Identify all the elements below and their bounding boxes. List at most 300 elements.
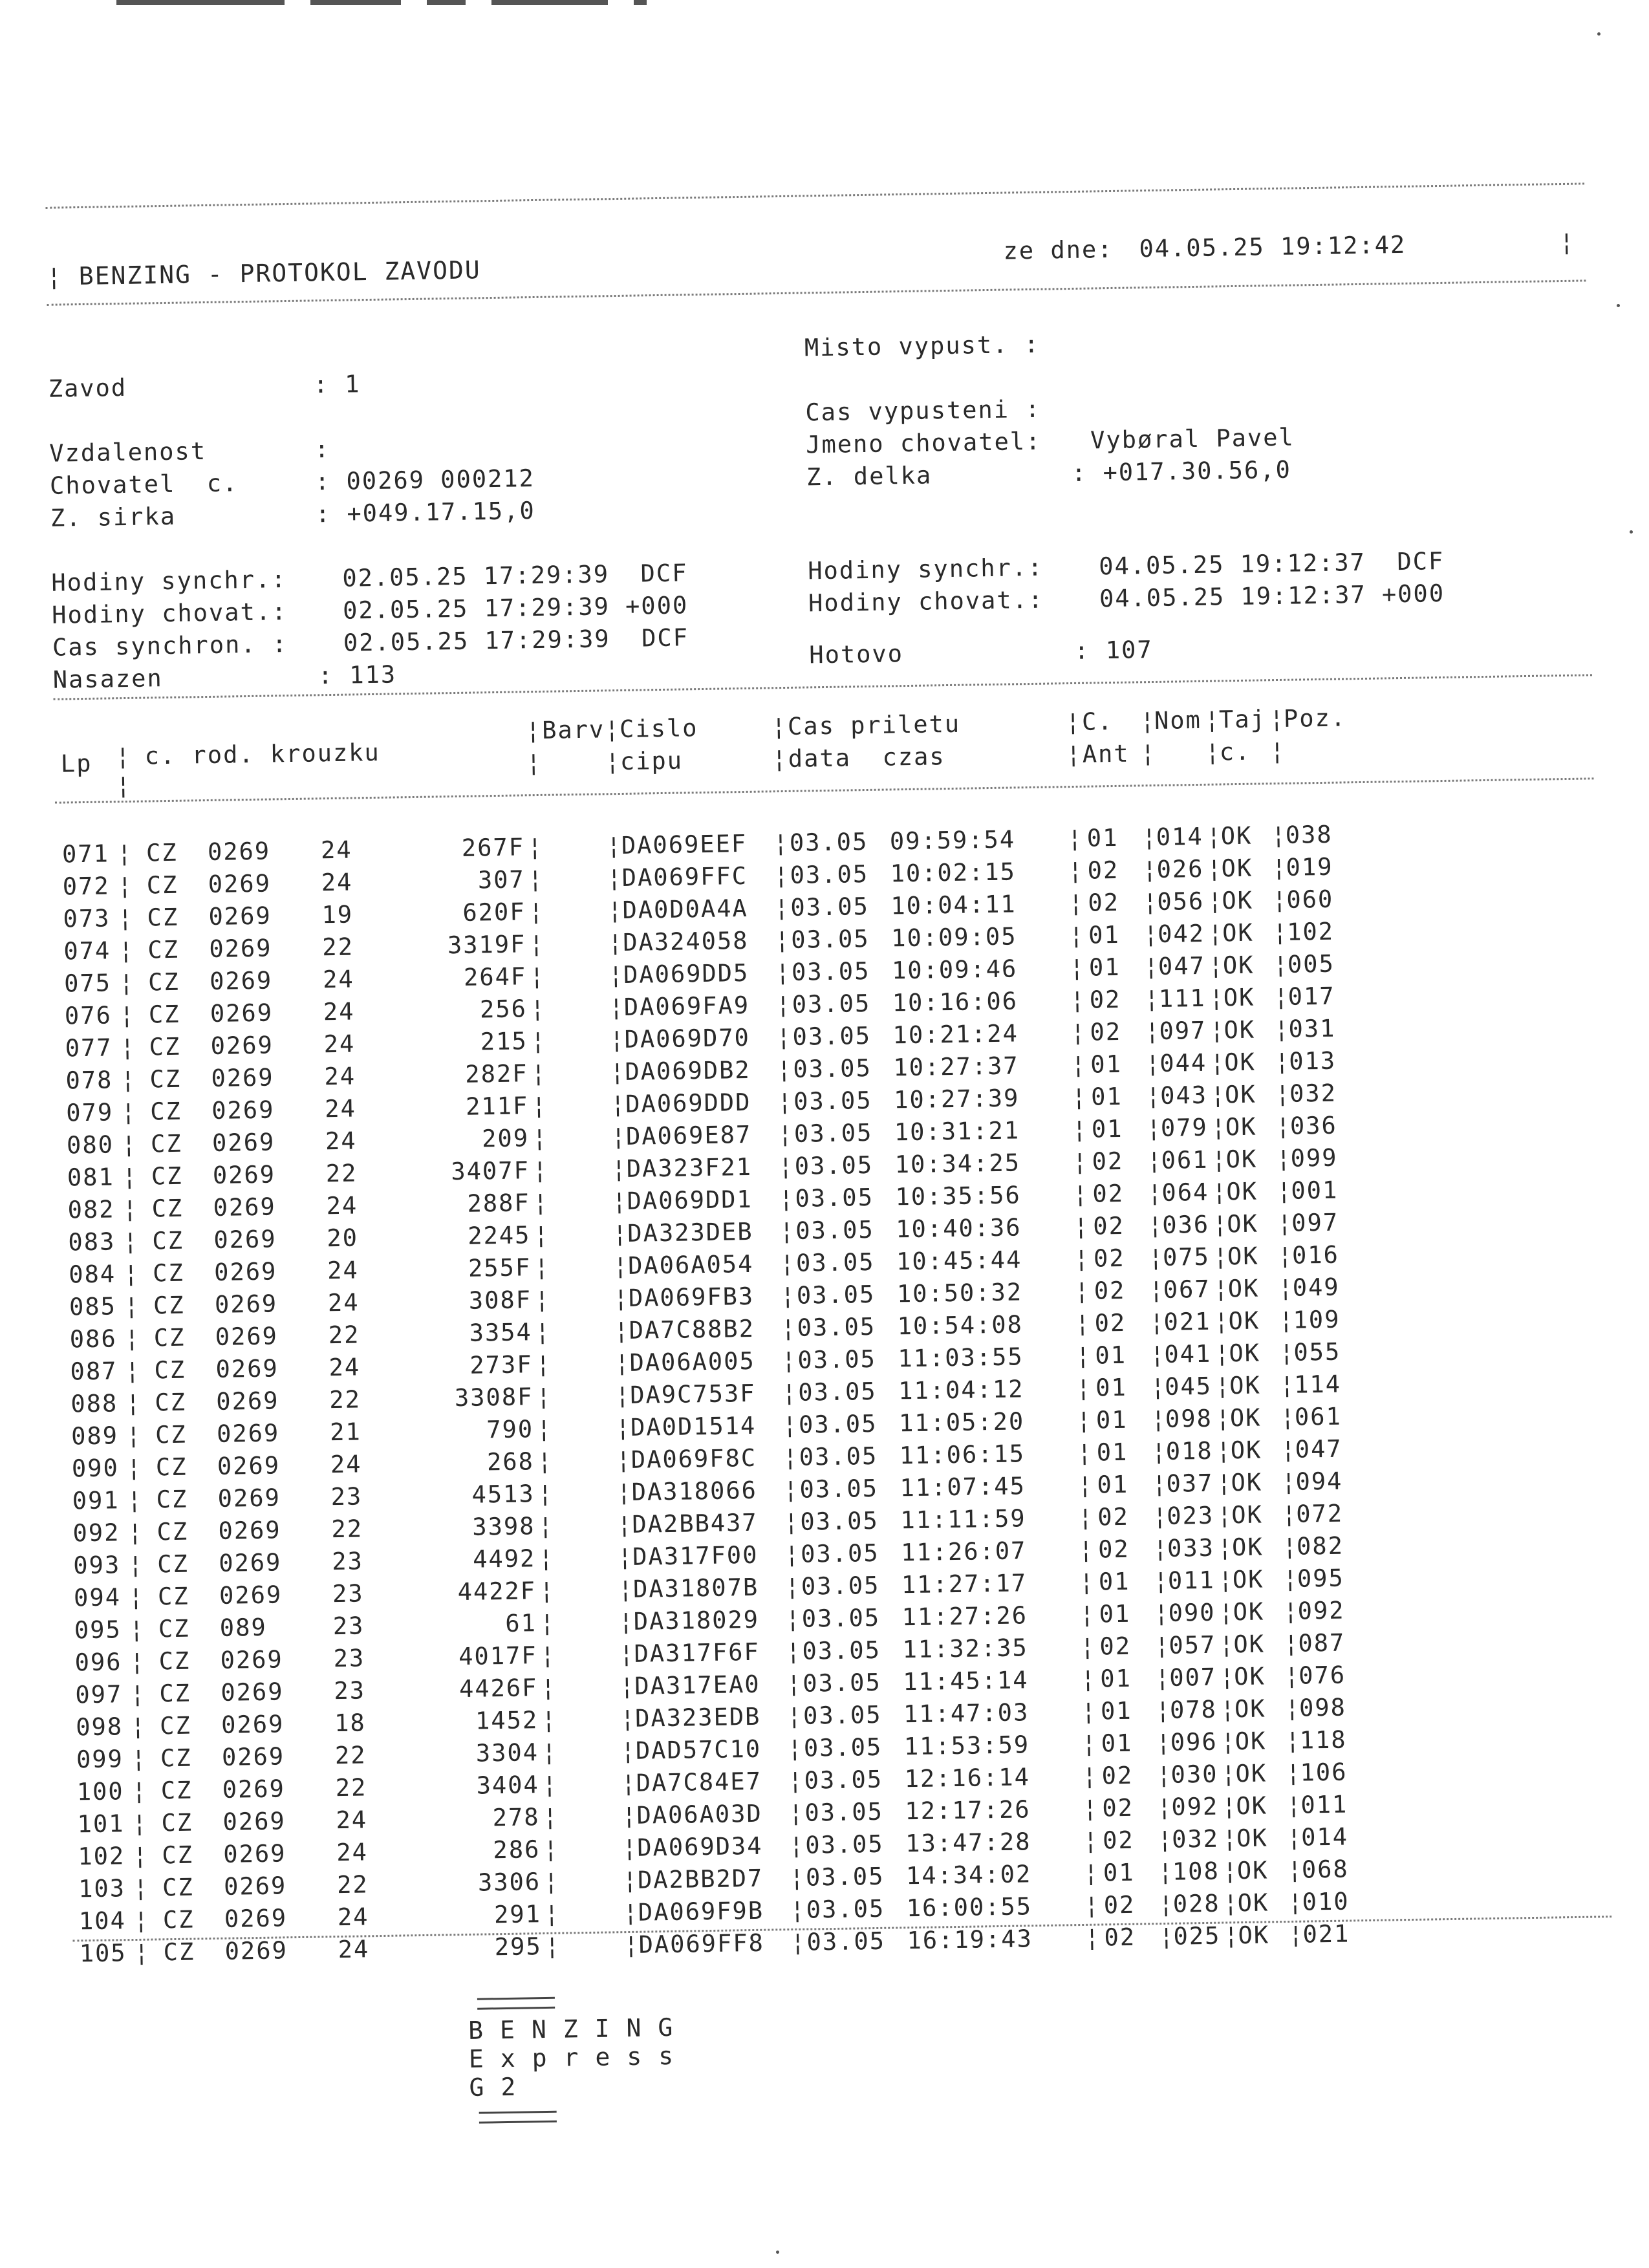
cell-poz: 098 xyxy=(1299,1693,1347,1722)
col-separator: ¦ xyxy=(782,1443,799,1472)
cell-year: 24 xyxy=(330,1450,362,1479)
cell-org: 0269 xyxy=(211,1128,275,1157)
cell-ring: 273F xyxy=(469,1350,533,1379)
col-separator: ¦ xyxy=(1152,1469,1169,1498)
cell-taj: OK xyxy=(1225,1145,1258,1174)
cell-country: CZ xyxy=(146,838,178,867)
col-separator: ¦ xyxy=(539,1608,556,1637)
cell-time: 13:47:28 xyxy=(905,1828,1031,1858)
cell-chip: DA069DD5 xyxy=(623,958,749,989)
col-separator: ¦ xyxy=(133,1906,150,1935)
col-separator: ¦ xyxy=(776,1022,793,1052)
cell-org: 0269 xyxy=(221,1742,285,1771)
cell-year: 23 xyxy=(334,1676,366,1705)
cell-date: 03.05 xyxy=(799,1474,879,1504)
cell-org: 0269 xyxy=(210,1031,274,1060)
cell-lp: 097 xyxy=(75,1680,123,1709)
cell-date: 03.05 xyxy=(795,1183,874,1213)
arrow-right-icon xyxy=(477,1996,554,2009)
report-date-label: ze dne: xyxy=(1003,235,1114,265)
cell-time: 10:02:15 xyxy=(890,858,1017,888)
col-separator: ¦ xyxy=(1146,1114,1163,1143)
cell-chip: DA069DB2 xyxy=(625,1055,751,1086)
cell-ring: 308F xyxy=(468,1286,532,1315)
col-separator: ¦ xyxy=(530,994,546,1023)
col-data-czas-header: data czas xyxy=(788,742,945,773)
col-separator: ¦ xyxy=(115,742,131,771)
cell-ring: 295 xyxy=(494,1932,542,1961)
col-separator: ¦ xyxy=(1221,1760,1238,1788)
cell-date: 03.05 xyxy=(803,1733,883,1762)
cell-date: 03.05 xyxy=(792,1021,872,1051)
cell-country: CZ xyxy=(156,1550,189,1579)
left-sync-value: 02.05.25 17:29:39 DCF xyxy=(342,559,688,592)
col-separator: ¦ xyxy=(543,1867,560,1896)
col-separator: ¦ xyxy=(127,1485,144,1515)
header-end-bar: ¦ xyxy=(1559,228,1576,257)
delka-value: : +017.30.56,0 xyxy=(1071,455,1292,487)
cell-poz: 038 xyxy=(1285,820,1333,849)
col-separator: ¦ xyxy=(1076,1406,1093,1435)
cell-nom: 057 xyxy=(1169,1630,1216,1659)
cell-time: 16:00:55 xyxy=(906,1892,1033,1923)
cell-chip: DA06A03D xyxy=(636,1799,763,1830)
cell-org: 0269 xyxy=(208,869,272,899)
cell-ring: 278 xyxy=(492,1803,540,1832)
cell-time: 11:07:45 xyxy=(900,1472,1026,1502)
col-separator: ¦ xyxy=(534,1253,550,1282)
cell-year: 24 xyxy=(327,1288,360,1317)
col-separator: ¦ xyxy=(1070,1018,1087,1047)
col-separator: ¦ xyxy=(1069,953,1086,982)
col-separator: ¦ xyxy=(119,1000,136,1030)
cell-nom: 098 xyxy=(1165,1404,1213,1433)
cell-date: 03.05 xyxy=(798,1409,878,1439)
col-separator: ¦ xyxy=(616,1478,633,1507)
col-separator: ¦ xyxy=(1072,1115,1088,1144)
cell-ring: 286 xyxy=(493,1835,541,1864)
cell-lp: 096 xyxy=(74,1648,122,1677)
cell-lp: 098 xyxy=(75,1712,124,1742)
col-separator: ¦ xyxy=(788,1798,805,1828)
cell-country: CZ xyxy=(150,1129,182,1158)
cell-year: 24 xyxy=(321,868,353,897)
cell-date: 03.05 xyxy=(794,1150,874,1180)
cell-time: 10:50:32 xyxy=(896,1278,1023,1308)
col-separator: ¦ xyxy=(1155,1696,1172,1725)
sirka-value: : +049.17.15,0 xyxy=(315,497,535,528)
cell-lp: 088 xyxy=(70,1389,118,1418)
col-separator: ¦ xyxy=(126,1453,143,1482)
col-separator: ¦ xyxy=(531,1059,548,1088)
col-separator: ¦ xyxy=(533,1188,550,1217)
cell-org: 0269 xyxy=(216,1419,280,1448)
col-separator: ¦ xyxy=(1215,1404,1232,1432)
col-separator: ¦ xyxy=(613,1284,630,1313)
col-separator: ¦ xyxy=(1269,704,1284,733)
cell-country: CZ xyxy=(155,1420,188,1449)
col-separator: ¦ xyxy=(1218,1598,1235,1626)
cell-chip: DA9C753F xyxy=(629,1379,756,1409)
col-separator: ¦ xyxy=(1073,1212,1090,1241)
cell-year: 24 xyxy=(336,1806,368,1835)
col-separator: ¦ xyxy=(118,903,135,933)
cell-time: 11:27:26 xyxy=(901,1601,1028,1632)
cell-year: 24 xyxy=(324,1094,357,1123)
cell-ring: 264F xyxy=(463,962,527,991)
col-separator: ¦ xyxy=(1279,1370,1296,1399)
col-separator: ¦ xyxy=(1143,952,1160,981)
col-separator: ¦ xyxy=(123,1227,140,1256)
cell-poz: 047 xyxy=(1295,1434,1342,1463)
col-separator: ¦ xyxy=(617,1542,634,1571)
col-separator: ¦ xyxy=(607,896,624,925)
cell-taj: OK xyxy=(1234,1694,1266,1723)
cell-lp: 099 xyxy=(76,1745,124,1774)
col-separator: ¦ xyxy=(121,1130,138,1159)
col-separator: ¦ xyxy=(623,1898,640,1927)
cell-taj: OK xyxy=(1229,1371,1262,1400)
cell-lp: 080 xyxy=(66,1130,114,1160)
report-date-value: 04.05.25 19:12:42 xyxy=(1139,230,1406,263)
col-separator: ¦ xyxy=(120,1097,137,1127)
col-separator: ¦ xyxy=(609,993,625,1022)
cell-nom: 056 xyxy=(1157,887,1205,916)
cell-ring: 2245 xyxy=(467,1221,531,1250)
cell-ring: 3398 xyxy=(472,1512,535,1541)
cell-taj: OK xyxy=(1234,1727,1267,1756)
cell-country: CZ xyxy=(156,1485,188,1514)
cell-lp: 094 xyxy=(73,1583,122,1612)
col-separator: ¦ xyxy=(131,1744,147,1773)
col-separator: ¦ xyxy=(535,1317,552,1346)
right-sync-label: Hodiny synchr.: xyxy=(807,553,1044,585)
cell-poz: 005 xyxy=(1287,949,1335,978)
cell-country: CZ xyxy=(149,1032,181,1061)
col-separator: ¦ xyxy=(127,1550,144,1579)
cell-year: 24 xyxy=(324,1062,356,1091)
cell-date: 03.05 xyxy=(797,1345,877,1374)
cell-time: 10:16:06 xyxy=(892,987,1018,1017)
col-cislo-header: Cislo xyxy=(619,714,698,743)
cell-time: 12:17:26 xyxy=(905,1795,1031,1826)
cell-nom: 067 xyxy=(1163,1275,1211,1304)
cell-ring: 3304 xyxy=(475,1738,539,1767)
cell-taj: OK xyxy=(1223,1048,1256,1077)
col-separator: ¦ xyxy=(618,1575,634,1604)
col-separator: ¦ xyxy=(1272,918,1289,947)
col-separator: ¦ xyxy=(542,1770,559,1799)
cell-nom: 043 xyxy=(1159,1081,1208,1110)
cell-chip: DA2BB437 xyxy=(632,1508,758,1539)
col-separator: ¦ xyxy=(1068,856,1084,885)
cell-ring: 282F xyxy=(465,1059,528,1088)
cell-chip: DA069FFC xyxy=(621,861,748,892)
cell-ant: 01 xyxy=(1101,1729,1133,1758)
cell-time: 11:04:12 xyxy=(898,1375,1024,1405)
col-separator: ¦ xyxy=(1075,1374,1092,1403)
col-separator: ¦ xyxy=(528,929,545,958)
col-separator: ¦ xyxy=(527,832,544,861)
col-separator: ¦ xyxy=(622,1866,639,1895)
col-separator: ¦ xyxy=(1279,1338,1295,1367)
col-separator: ¦ xyxy=(122,1162,138,1191)
cell-taj: OK xyxy=(1223,1015,1256,1044)
cell-nom: 025 xyxy=(1173,1921,1221,1950)
col-separator: ¦ xyxy=(1214,1307,1231,1335)
cell-org: 0269 xyxy=(215,1354,279,1383)
col-separator: ¦ xyxy=(120,1033,136,1062)
torn-header-remnant xyxy=(116,0,892,9)
col-separator: ¦ xyxy=(1211,1113,1227,1141)
cell-poz: 118 xyxy=(1299,1725,1347,1755)
top-dotted-rule xyxy=(45,182,1584,208)
col-separator: ¦ xyxy=(1288,1888,1304,1916)
cell-taj: OK xyxy=(1236,1856,1269,1885)
cell-nom: 078 xyxy=(1169,1695,1218,1724)
cell-year: 23 xyxy=(332,1612,365,1641)
col-separator: ¦ xyxy=(783,1475,800,1504)
col-separator: ¦ xyxy=(1207,887,1224,915)
cell-time: 10:09:05 xyxy=(890,922,1017,953)
cell-country: CZ xyxy=(162,1905,195,1934)
cell-taj: OK xyxy=(1231,1500,1264,1529)
col-separator: ¦ xyxy=(541,1705,557,1734)
cell-org: 0269 xyxy=(215,1322,279,1351)
cell-year: 22 xyxy=(336,1870,369,1899)
col-separator: ¦ xyxy=(774,893,791,922)
cell-date: 03.05 xyxy=(792,989,871,1019)
cell-chip: DA069D34 xyxy=(636,1831,763,1862)
cell-time: 10:27:37 xyxy=(893,1052,1019,1082)
col-separator: ¦ xyxy=(133,1874,149,1903)
col-separator: ¦ xyxy=(1273,950,1289,979)
col-separator: ¦ xyxy=(1213,1275,1230,1303)
cell-country: CZ xyxy=(158,1647,191,1676)
col-taj-header: Taj xyxy=(1218,705,1267,734)
cell-lp: 076 xyxy=(64,1001,113,1030)
cell-org: 0269 xyxy=(218,1548,282,1577)
cell-org: 0269 xyxy=(214,1290,278,1319)
cell-lp: 090 xyxy=(71,1454,120,1483)
arrow-left-icon xyxy=(479,2110,556,2123)
cell-time: 10:40:36 xyxy=(895,1213,1022,1244)
cell-year: 22 xyxy=(335,1773,367,1802)
cell-ring: 288F xyxy=(467,1189,530,1218)
nasazen-value: : 113 xyxy=(318,660,397,690)
cell-nom: 042 xyxy=(1157,919,1205,948)
col-separator: ¦ xyxy=(1286,1758,1302,1787)
cell-poz: 109 xyxy=(1293,1305,1341,1334)
cell-country: CZ xyxy=(162,1841,194,1870)
cell-ant: 02 xyxy=(1103,1890,1136,1919)
col-separator: ¦ xyxy=(1157,1825,1174,1854)
col-separator: ¦ xyxy=(1071,1050,1087,1079)
col-c-header: C. xyxy=(1081,707,1114,736)
cell-country: CZ xyxy=(157,1582,189,1611)
cell-year: 22 xyxy=(328,1321,360,1350)
col-separator: ¦ xyxy=(1273,982,1290,1011)
col-separator: ¦ xyxy=(1275,1112,1292,1141)
cell-country: CZ xyxy=(154,1355,186,1385)
col-separator: ¦ xyxy=(535,1350,552,1379)
cell-nom: 021 xyxy=(1163,1307,1211,1336)
col-separator: ¦ xyxy=(1217,1533,1234,1562)
cell-taj: OK xyxy=(1236,1824,1269,1853)
col-separator: ¦ xyxy=(784,1540,801,1569)
cell-taj: OK xyxy=(1229,1339,1261,1368)
cell-nom: 007 xyxy=(1169,1663,1217,1692)
cell-nom: 096 xyxy=(1170,1727,1218,1756)
cell-country: CZ xyxy=(160,1776,193,1805)
col-separator: ¦ xyxy=(544,1932,561,1961)
col-separator: ¦ xyxy=(789,1863,806,1892)
col-separator: ¦ xyxy=(1083,1826,1099,1855)
col-separator: ¦ xyxy=(128,1582,145,1612)
cell-chip: DA069FA9 xyxy=(623,991,750,1021)
col-separator: ¦ xyxy=(530,1026,547,1055)
cell-ring: 4513 xyxy=(471,1480,535,1509)
cell-country: CZ xyxy=(147,903,179,932)
cell-date: 03.05 xyxy=(793,1086,872,1116)
cell-ant: 02 xyxy=(1092,1147,1124,1176)
col-separator: ¦ xyxy=(120,1065,137,1094)
cell-ring: 307 xyxy=(477,865,526,894)
cell-taj: OK xyxy=(1221,854,1253,883)
misto-label: Misto vypust. : xyxy=(804,330,1040,362)
cell-taj: OK xyxy=(1227,1274,1260,1303)
cell-lp: 079 xyxy=(65,1098,114,1127)
col-separator: ¦ xyxy=(771,744,787,773)
cell-nom: 064 xyxy=(1161,1178,1209,1207)
cell-nom: 033 xyxy=(1167,1533,1215,1562)
cell-lp: 103 xyxy=(78,1874,126,1903)
col-separator: ¦ xyxy=(130,1712,147,1741)
col-separator: ¦ xyxy=(1288,1920,1305,1949)
col-separator: ¦ xyxy=(788,1831,805,1860)
col-separator: ¦ xyxy=(1220,1695,1236,1723)
col-separator: ¦ xyxy=(612,1251,629,1280)
cell-ring: 4426F xyxy=(458,1674,538,1703)
col-separator: ¦ xyxy=(1143,920,1159,949)
cell-ant: 01 xyxy=(1091,1114,1123,1143)
cell-ant: 01 xyxy=(1090,1050,1123,1079)
cell-time: 11:05:20 xyxy=(898,1407,1025,1438)
col-separator: ¦ xyxy=(1081,1697,1097,1725)
col-separator: ¦ xyxy=(116,839,133,868)
col-separator: ¦ xyxy=(1073,1180,1090,1209)
col-separator: ¦ xyxy=(1212,1210,1229,1238)
cell-lp: 095 xyxy=(74,1615,122,1645)
cell-nom: 045 xyxy=(1164,1372,1212,1401)
cell-org: 0269 xyxy=(211,1063,274,1092)
cell-org: 0269 xyxy=(223,1872,287,1901)
col-separator: ¦ xyxy=(528,897,545,926)
col-separator: ¦ xyxy=(118,936,135,965)
col-separator: ¦ xyxy=(621,1769,638,1798)
cell-chip: DA317EA0 xyxy=(634,1670,760,1700)
cell-year: 22 xyxy=(334,1741,367,1770)
cell-lp: 093 xyxy=(72,1551,121,1580)
cell-year: 23 xyxy=(333,1644,365,1673)
left-chovat-value: 02.05.25 17:29:39 +000 xyxy=(342,591,689,625)
col-separator: ¦ xyxy=(1139,707,1155,735)
col-separator: ¦ xyxy=(1079,1600,1096,1628)
col-separator: ¦ xyxy=(538,1511,555,1540)
scan-speck xyxy=(776,2251,779,2254)
col-separator: ¦ xyxy=(1145,1081,1162,1110)
cell-chip: DA7C88B2 xyxy=(629,1314,755,1345)
cell-taj: OK xyxy=(1237,1888,1269,1917)
cell-lp: 084 xyxy=(68,1260,116,1289)
col-separator: ¦ xyxy=(535,1382,552,1411)
col-separator: ¦ xyxy=(1219,1630,1236,1659)
cell-taj: OK xyxy=(1227,1242,1259,1271)
cell-time: 10:21:24 xyxy=(892,1019,1019,1050)
cell-poz: 087 xyxy=(1298,1628,1346,1658)
col-separator: ¦ xyxy=(1208,951,1225,980)
cell-lp: 073 xyxy=(63,904,111,933)
col-separator: ¦ xyxy=(604,715,620,744)
cell-ant: 02 xyxy=(1094,1276,1126,1305)
cell-time: 10:27:39 xyxy=(893,1084,1020,1114)
col-separator: ¦ xyxy=(786,1669,803,1698)
cell-year: 24 xyxy=(327,1256,360,1285)
cell-org: 0269 xyxy=(211,1096,275,1125)
col-separator: ¦ xyxy=(1145,1049,1161,1078)
col-separator: ¦ xyxy=(620,1672,636,1701)
cell-time: 11:53:59 xyxy=(903,1731,1030,1761)
col-separator: ¦ xyxy=(1150,1372,1167,1401)
cell-nom: 111 xyxy=(1158,984,1206,1013)
cell-lp: 081 xyxy=(67,1163,115,1192)
cell-ant: 01 xyxy=(1098,1567,1130,1596)
cell-org: 089 xyxy=(219,1613,268,1642)
cell-year: 22 xyxy=(325,1159,358,1188)
cell-country: CZ xyxy=(158,1614,190,1643)
cell-lp: 074 xyxy=(63,936,111,966)
col-separator: ¦ xyxy=(1158,1890,1175,1919)
col-separator: ¦ xyxy=(779,1216,795,1246)
zavod-label: Zavod xyxy=(48,373,127,403)
cell-taj: OK xyxy=(1226,1209,1259,1238)
col-separator: ¦ xyxy=(1081,1729,1098,1758)
col-separator: ¦ xyxy=(1269,737,1285,766)
col-separator: ¦ xyxy=(781,1313,797,1343)
cell-country: CZ xyxy=(149,1064,182,1094)
col-separator: ¦ xyxy=(124,1324,141,1353)
col-separator: ¦ xyxy=(1065,707,1081,737)
col-separator: ¦ xyxy=(531,1091,548,1120)
cell-ant: 01 xyxy=(1103,1858,1135,1887)
col-separator: ¦ xyxy=(1077,1471,1094,1500)
cell-ant: 01 xyxy=(1097,1470,1129,1499)
col-separator: ¦ xyxy=(1144,984,1161,1013)
cell-org: 0269 xyxy=(209,934,272,964)
col-separator: ¦ xyxy=(1223,1889,1240,1917)
cell-nom: 075 xyxy=(1162,1242,1211,1271)
cas-sync-value: 02.05.25 17:29:39 DCF xyxy=(343,623,689,657)
cell-taj: OK xyxy=(1223,983,1255,1012)
col-separator: ¦ xyxy=(1277,1241,1294,1270)
right-sync-value: 04.05.25 19:12:37 DCF xyxy=(1098,546,1445,581)
cell-ant: 02 xyxy=(1092,1211,1125,1240)
cell-ant: 02 xyxy=(1089,985,1121,1014)
cell-nom: 014 xyxy=(1156,822,1203,851)
col-separator: ¦ xyxy=(773,861,790,890)
cell-taj: OK xyxy=(1238,1921,1270,1950)
cell-time: 10:45:44 xyxy=(896,1246,1022,1276)
